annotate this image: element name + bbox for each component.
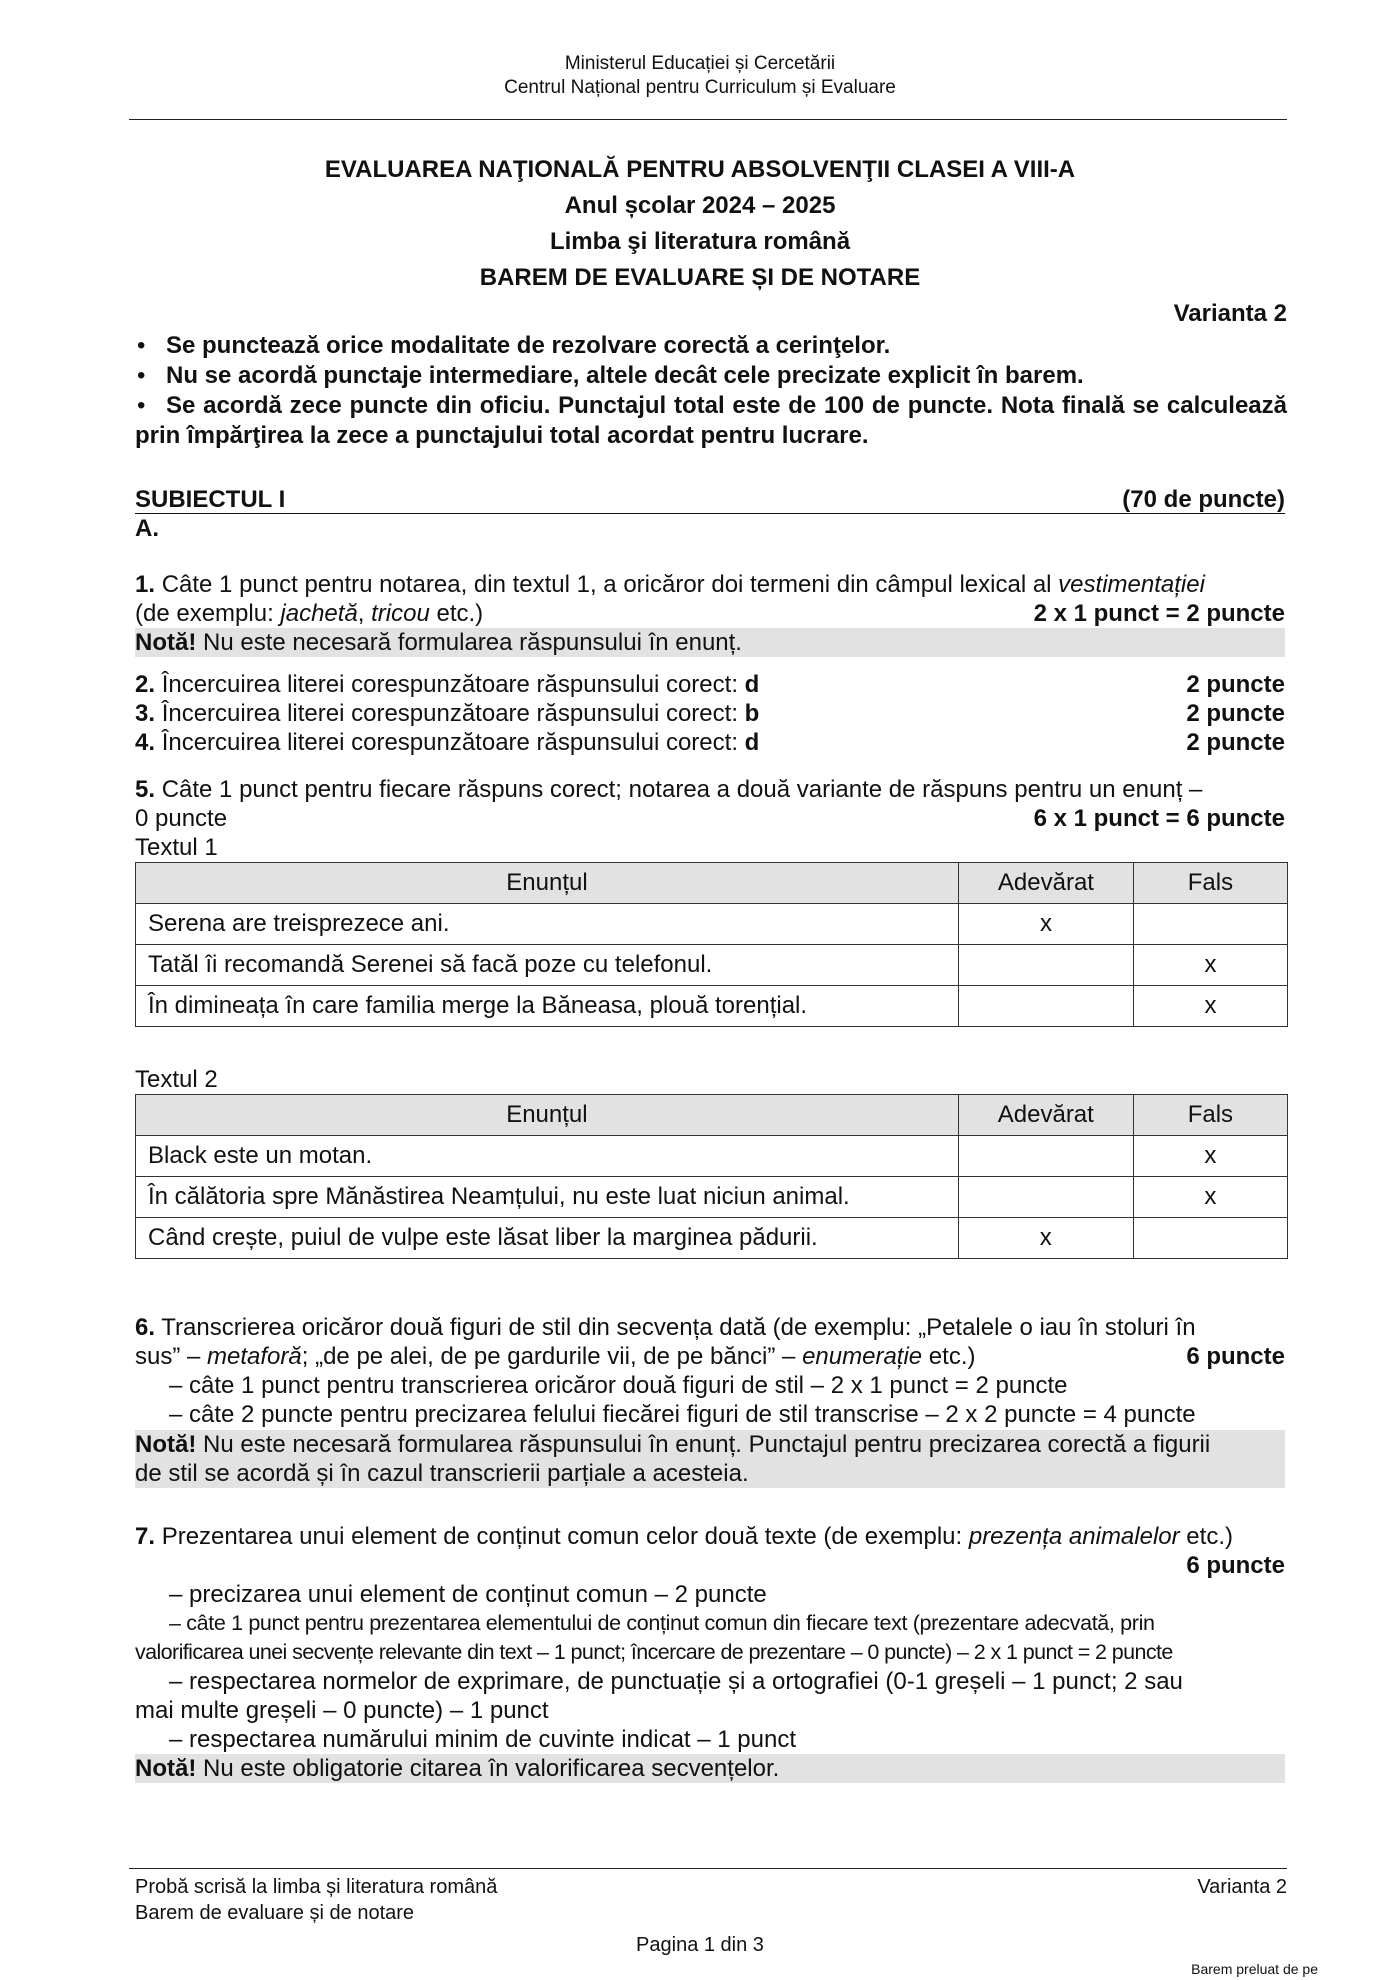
q7-criterion: – precizarea unui element de conținut comun – 2 puncte xyxy=(169,1581,767,1608)
bullet-icon: • xyxy=(137,392,146,419)
footer-divider xyxy=(129,1868,1287,1869)
table1-caption: Textul 1 xyxy=(135,834,218,861)
q5-line1: 5. Câte 1 punct pentru fiecare răspuns corect; notarea a două variante de răspuns pentru un enunț – xyxy=(135,776,1203,803)
subject-heading xyxy=(135,485,1285,514)
q1-line1: 1. Câte 1 punct pentru notarea, din textul 1, a oricăror doi termeni din câmpul lexical al vestimentației xyxy=(135,571,1205,598)
table-row: Când crește, puiul de vulpe este lăsat liber la marginea pădurii. x xyxy=(136,1218,1288,1259)
rule-item: • Nu se acordă punctaje intermediare, altele decât cele precizate explicit în barem. xyxy=(137,362,1084,389)
q7-criterion-cont: mai multe greșeli – 0 puncte) – 1 punct xyxy=(135,1697,549,1724)
subject-points: (70 de puncte) xyxy=(1122,486,1285,513)
q7-note: Notă! Nu este obligatorie citarea în valorificarea secvențelor. xyxy=(135,1754,1285,1783)
table-row: Tatăl îi recomandă Serenei să facă poze cu telefonul. x xyxy=(136,945,1288,986)
part-label: A. xyxy=(135,515,159,542)
table-row: În dimineața în care familia merge la Băneasa, plouă torențial. x xyxy=(136,986,1288,1027)
q4-line: 4. Încercuirea literei corespunzătoare răspunsului corect: d 2 puncte xyxy=(135,729,1285,756)
barem-title: BAREM DE EVALUARE ȘI DE NOTARE xyxy=(479,264,921,291)
footer-barem: Barem de evaluare și de notare xyxy=(135,1902,415,1924)
q2-line: 2. Încercuirea literei corespunzătoare răspunsului corect: d 2 puncte xyxy=(135,671,1285,698)
footer-variant: Varianta 2 xyxy=(1197,1876,1287,1898)
q7-score: 6 puncte xyxy=(1186,1552,1285,1579)
school-year: Anul școlar 2024 – 2025 xyxy=(564,192,836,219)
table2-caption: Textul 2 xyxy=(135,1066,218,1093)
q6-note: Notă! Nu este necesară formularea răspunsului în enunț. Punctajul pentru precizarea corectă a figurii xyxy=(135,1430,1285,1459)
q7-line1: 7. Prezentarea unui element de conținut comun celor două texte (de exemplu: prezența animalelor etc.) xyxy=(135,1523,1233,1550)
q3-line: 3. Încercuirea literei corespunzătoare răspunsului corect: b 2 puncte xyxy=(135,700,1285,727)
table-row: Black este un motan. x xyxy=(136,1136,1288,1177)
footer-exam: Probă scrisă la limba și literatura română xyxy=(135,1876,498,1898)
source-note: Barem preluat de pe xyxy=(1191,1961,1318,1977)
q6-criterion: – câte 2 puncte pentru precizarea felului fiecărei figuri de stil transcrise – 2 x 2 puncte = 4 puncte xyxy=(169,1401,1196,1428)
header-divider xyxy=(129,119,1287,120)
truefalse-table-1 xyxy=(135,862,1288,1027)
rule-item: • Se acordă zece puncte din oficiu. Punctajul total este de 100 de puncte. Nota finală se calculează prin împărţirea la zece a punctajului total acordat pentru lucrare. xyxy=(135,392,1287,449)
table-header-row: Enunțul Adevărat Fals xyxy=(136,863,1288,904)
general-rules xyxy=(135,331,1287,451)
bullet-icon: • xyxy=(137,332,146,359)
truefalse-table-2 xyxy=(135,1094,1288,1259)
q7-criterion: – respectarea normelor de exprimare, de punctuație și a ortografiei (0-1 greșeli – 1 punct; 2 sau xyxy=(169,1668,1183,1695)
header-ministry: Ministerul Educației și Cercetării xyxy=(564,53,836,74)
variant-label: Varianta 2 xyxy=(1173,300,1287,327)
rule-item: • Se punctează orice modalitate de rezolvare corectă a cerinţelor. xyxy=(137,332,891,359)
page-number: Pagina 1 din 3 xyxy=(636,1934,764,1956)
doc-title: EVALUAREA NAŢIONALĂ PENTRU ABSOLVENŢII CLASEI A VIII-A xyxy=(324,156,1076,183)
table-header-row: Enunțul Adevărat Fals xyxy=(136,1095,1288,1136)
q1-score: 2 x 1 punct = 2 puncte xyxy=(1033,600,1285,627)
subject-label: SUBIECTUL I xyxy=(135,486,286,513)
subject-name: Limba şi literatura română xyxy=(549,228,851,255)
q6-score: 6 puncte xyxy=(1186,1343,1285,1370)
table-row: Serena are treisprezece ani. x xyxy=(136,904,1288,945)
q5-line2: 0 puncte 6 x 1 punct = 6 puncte xyxy=(135,805,1285,832)
table-row: În călătoria spre Mănăstirea Neamțului, nu este luat niciun animal. x xyxy=(136,1177,1288,1218)
header-center: Centrul Național pentru Curriculum și Evaluare xyxy=(504,77,896,98)
q6-line2: sus” – metaforă; „de pe alei, de pe gardurile vii, de pe bănci” – enumerație etc.) 6 puncte xyxy=(135,1343,1285,1370)
q7-criterion: – respectarea numărului minim de cuvinte indicat – 1 punct xyxy=(169,1726,796,1753)
q7-criterion: – câte 1 punct pentru prezentarea elementului de conținut comun din fiecare text (prezentare adecvată, prin xyxy=(169,1611,1155,1635)
q1-line2: (de exemplu: jachetă, tricou etc.) 2 x 1 punct = 2 puncte xyxy=(135,600,1285,627)
q6-line1: 6. Transcrierea oricăror două figuri de stil din secvența dată (de exemplu: „Petalele o iau în stoluri în xyxy=(135,1314,1196,1341)
q7-criterion-cont: valorificarea unei secvențe relevante din text – 1 punct; încercare de prezentare – 0 puncte) – 2 x 1 punct = 2 puncte xyxy=(135,1640,1173,1664)
q6-criterion: – câte 1 punct pentru transcrierea oricăror două figuri de stil – 2 x 1 punct = 2 puncte xyxy=(169,1372,1068,1399)
bullet-icon: • xyxy=(137,362,146,389)
q6-note-cont: de stil se acordă și în cazul transcrierii parțiale a acesteia. xyxy=(135,1459,1285,1488)
q1-note: Notă! Nu este necesară formularea răspunsului în enunț. xyxy=(135,628,1285,657)
q5-score: 6 x 1 punct = 6 puncte xyxy=(1033,805,1285,832)
